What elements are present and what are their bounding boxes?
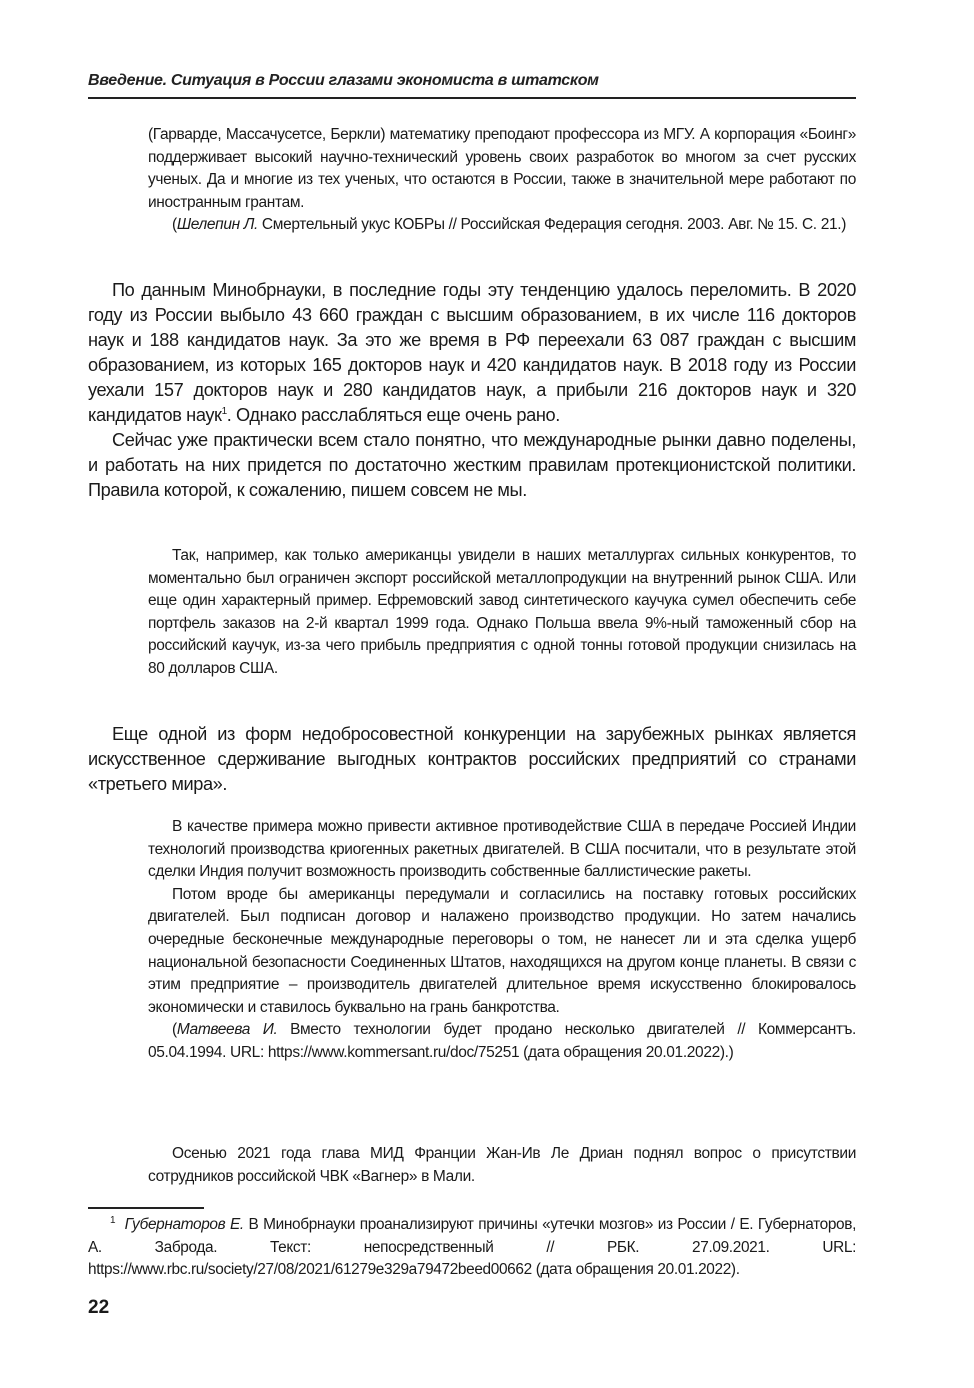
body-text: По данным Минобрнауки, в последние годы эту тенденцию удалось переломить. В 2020 году из России выбыло 43 660 граждан с высшим образованием, в их числе 116 докторов наук и 188 кандидатов наук. За это же время в РФ переехали 63 087 граждан с высшим образованием, из которых 165 докторов наук и 420 кандидатов наук. В 2018 году из России уехали 157 докторов наук и 280 кандидатов наук, а прибыли 216 докторов наук и 320 кандидатов наук: [88, 280, 856, 425]
footnote-ref[interactable]: 1: [221, 405, 227, 417]
running-head: Введение. Ситуация в России глазами экономиста в штатском: [88, 72, 599, 89]
quote-paragraph: Потом вроде бы американцы передумали и согласились на поставку готовых российских двигателей. Был подписан договор и налажено производство продукции. Но затем начались очередные бесконечные международные переговоры о том, не нанесет ли и эта сделка ущерб национальной безопасности Соединенных Штатов, находящихся на другом конце планеты. В связи с этим предприятие – производитель двигателей длительное время искусственно блокировалось экономически и ставилось буквально на грань банкротства.: [148, 885, 856, 1016]
quote-paragraph: В качестве примера можно привести активное противодействие США в передаче Россией Индии технологий производства криогенных ракетных двигателей. В США посчитали, что в результате этой сделки Индия получит возможность производить собственные баллистические ракеты.: [148, 818, 856, 881]
body-text-tail: . Однако расслабляться еще очень рано.: [226, 405, 560, 425]
quote-block-2: [148, 545, 856, 681]
quote-paragraph: (Гарварде, Массачусетсе, Беркли) математику преподают профессора из МГУ. А корпорация «Боинг» поддерживает высокий научно-технический уровень своих разработок во многом за счет русских ученых. Да и многие из тех ученых, что остаются в России, также в значительной мере работают по иностранным грантам.: [148, 126, 856, 211]
citation-text: Вместо технологии будет продано несколько двигателей // Коммерсантъ. 05.04.1994. URL: https://www.kommersant.ru/doc/75251 (дата обращения 20.01.2022).): [148, 1021, 856, 1061]
quote-citation: [148, 214, 856, 237]
quote-citation: [148, 1019, 856, 1064]
citation-text: Смертельный укус КОБРы // Российская Федерация сегодня. 2003. Авг. № 15. С. 21.): [257, 216, 847, 234]
quote-block-3: [148, 816, 856, 1065]
quote-block-4: [148, 1143, 856, 1188]
footnote-text: В Минобрнауки проанализируют причины «утечки мозгов» из России / Е. Губернаторов, А. Заброда. Текст: непосредственный // РБК. 27.09.2021. URL: https://www.rbc.ru/society/27/08/2021/61279e329a79472beed00662 (дата обращения 20.01.2022).: [88, 1216, 856, 1278]
body-paragraph: Сейчас уже практически всем стало понятно, что международные рынки давно поделены, и работать на них придется по достаточно жестким правилам протекционистской политики. Правила которой, к сожалению, пишем совсем не мы.: [88, 430, 856, 500]
citation-paren: (: [172, 216, 177, 234]
quote-paragraph: Так, например, как только американцы увидели в наших металлургах сильных конкурентов, то моментально был ограничен экспорт российской металлопродукции на внутренний рынок США. Или еще один характерный пример. Ефремовский завод синтетического каучука сумел обеспечить себе портфель заказов на 2-й квартал 1999 года. Однако Польша ввела 9%-ный таможенный сбор на российский каучук, из-за чего прибыль предприятия с одной тонны готовой продукции снизилась на 80 долларов США.: [148, 547, 856, 677]
quote-paragraph: Осенью 2021 года глава МИД Франции Жан-Ив Ле Дриан поднял вопрос о присутствии сотрудников российской ЧВК «Вагнер» в Мали.: [148, 1145, 856, 1185]
body-section-2: [88, 722, 856, 797]
footnote-1: [88, 1214, 856, 1282]
footnote-rule: [88, 1207, 204, 1209]
page-number: 22: [88, 1297, 110, 1318]
citation-paren: (: [172, 1021, 177, 1039]
body-paragraph: [88, 278, 856, 428]
footnote-paragraph: [88, 1214, 856, 1282]
quote-block-1: [148, 124, 856, 237]
citation-author: Матвеева И.: [176, 1021, 278, 1039]
footnote-author: Губернаторов Е.: [124, 1216, 244, 1233]
header-rule: [88, 97, 856, 99]
body-paragraph: Еще одной из форм недобросовестной конкуренции на зарубежных рынках является искусственное сдерживание выгодных контрактов российских предприятий со странами «третьего мира».: [88, 724, 856, 794]
citation-author: Шелепин Л.: [176, 216, 258, 234]
footnote-number: 1: [110, 1214, 116, 1226]
body-section-1: [88, 278, 856, 503]
